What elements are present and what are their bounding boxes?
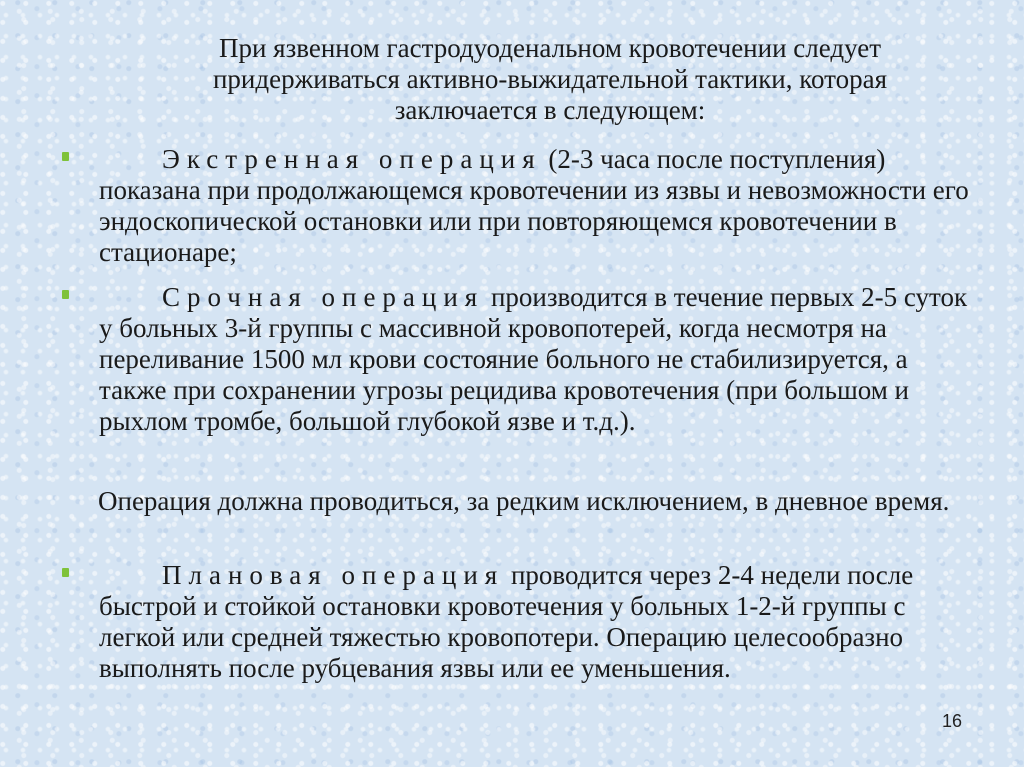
page-number: 16 xyxy=(941,711,962,731)
bullet-body: (2-3 часа после поступления) показана при продолжающемся кровотечении из язвы и невозможности его эндоскопической остановки или при повторяющемся кровотечении в стационаре; xyxy=(99,144,969,267)
bullet-urgent-operation xyxy=(62,282,982,477)
bullet-term: Экстренная операция xyxy=(162,144,542,174)
bullet-body: проводится через 2-4 недели после быстрой и стойкой остановки кровотечения у больных 1-2-й группы с легкой или средней тяжестью кровопотери. Операцию целесообразно выполнять после рубцевания язвы или ее уменьшения. xyxy=(99,560,914,683)
bullet-text xyxy=(99,144,979,268)
intro-line-2: придерживаться активно-выжидательной тактики, которая xyxy=(212,64,887,94)
bullet-planned-operation xyxy=(62,560,982,725)
bullet-marker xyxy=(62,568,69,577)
intro-text xyxy=(100,33,1000,126)
bullet-emergency-operation xyxy=(62,144,982,274)
bullet-term: Плановая операция xyxy=(162,560,505,590)
bullet-term: Срочная операция xyxy=(162,282,485,312)
bullet-body: производится в течение первых 2-5 суток у больных 3-й группы с массивной кровопотерей, когда несмотря на переливание 1500 мл крови состояние больного не стабилизируется, а также при сохранении угрозы рецидива кровотечения (при большом и рыхлом тромбе, большой глубокой язве и т.д.). xyxy=(99,282,968,436)
bullet-marker xyxy=(62,152,69,161)
bullet-text xyxy=(99,560,979,684)
bullet-marker xyxy=(62,290,69,299)
bullet-text xyxy=(99,282,979,437)
intro-line-3: заключается в следующем: xyxy=(394,95,706,125)
daytime-paragraph: Операция должна проводиться, за редким исключением, в дневное время. xyxy=(98,486,950,516)
intro-line-1: При язвенном гастродуоденальном кровотечении следует xyxy=(218,33,882,63)
